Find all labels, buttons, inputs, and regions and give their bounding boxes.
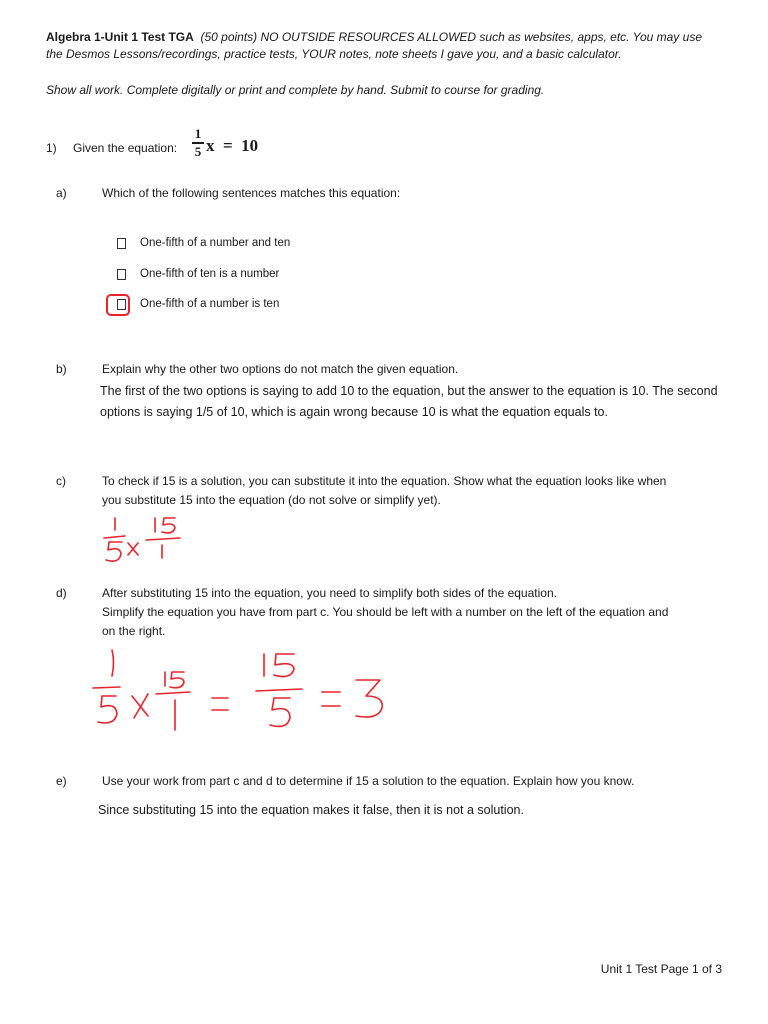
equation-fraction (191, 127, 205, 159)
part-a-prompt: Which of the following sentences matches this equation: (102, 186, 401, 200)
part-c-prompt-line-1: To check if 15 is a solution, you can substitute it into the equation. Show what the equation looks like when (102, 474, 667, 488)
option-2-label: One-fifth of ten is a number (140, 268, 280, 280)
part-d-prompt-line-3: on the right. (102, 624, 166, 638)
part-d-prompt-line-1: After substituting 15 into the equation, you need to simplify both sides of the equation. (102, 586, 557, 600)
option-1[interactable] (117, 237, 290, 249)
fraction-numerator: 1 (194, 126, 202, 141)
checkbox-2[interactable] (117, 269, 126, 280)
equation-rest: x = 10 (206, 136, 259, 155)
option-1-label: One-fifth of a number and ten (140, 237, 291, 249)
header-line-2: the Desmos Lessons/recordings, practice tests, YOUR notes, note sheets I gave you, and a basic calculator. (46, 47, 622, 61)
handwritten-simplification (90, 644, 390, 734)
option-2[interactable] (117, 268, 279, 280)
part-b-answer-line-1: The first of the two options is saying to add 10 to the equation, but the answer to the equation is 10. The second (100, 384, 718, 398)
part-c-prompt-line-2: you substitute 15 into the equation (do not solve or simplify yet). (102, 493, 441, 507)
instructions: Show all work. Complete digitally or print and complete by hand. Submit to course for grading. (46, 83, 545, 97)
question-prompt: Given the equation: (73, 141, 178, 155)
checkbox-1[interactable] (117, 238, 126, 249)
part-d-prompt-line-2: Simplify the equation you have from part c. You should be left with a number on the left of the equation and (102, 605, 669, 619)
part-c-label: c) (56, 474, 66, 488)
handwritten-substitution (100, 512, 190, 572)
test-title: Algebra 1-Unit 1 Test TGA (46, 30, 194, 44)
part-b-prompt: Explain why the other two options do not match the given equation. (102, 362, 459, 376)
option-3-label: One-fifth of a number is ten (140, 298, 280, 310)
option-3[interactable] (117, 298, 279, 310)
header-line-1 (46, 30, 702, 44)
page-footer: Unit 1 Test Page 1 of 3 (600, 962, 722, 976)
header-rules: (50 points) NO OUTSIDE RESOURCES ALLOWED such as websites, apps, etc. You may use (200, 30, 702, 44)
question-number: 1) (46, 141, 57, 155)
fraction-denominator: 5 (194, 143, 202, 159)
part-a-label: a) (56, 186, 67, 200)
selected-answer-circle (106, 294, 130, 316)
part-e-label: e) (56, 774, 67, 788)
part-e-prompt: Use your work from part c and d to determine if 15 a solution to the equation. Explain how you know. (102, 774, 635, 788)
part-b-answer-line-2: options is saying 1/5 of 10, which is again wrong because 10 is what the equation equals to. (100, 405, 608, 419)
part-e-answer: Since substituting 15 into the equation makes it false, then it is not a solution. (98, 803, 524, 817)
part-d-label: d) (56, 586, 67, 600)
part-b-label: b) (56, 362, 67, 376)
